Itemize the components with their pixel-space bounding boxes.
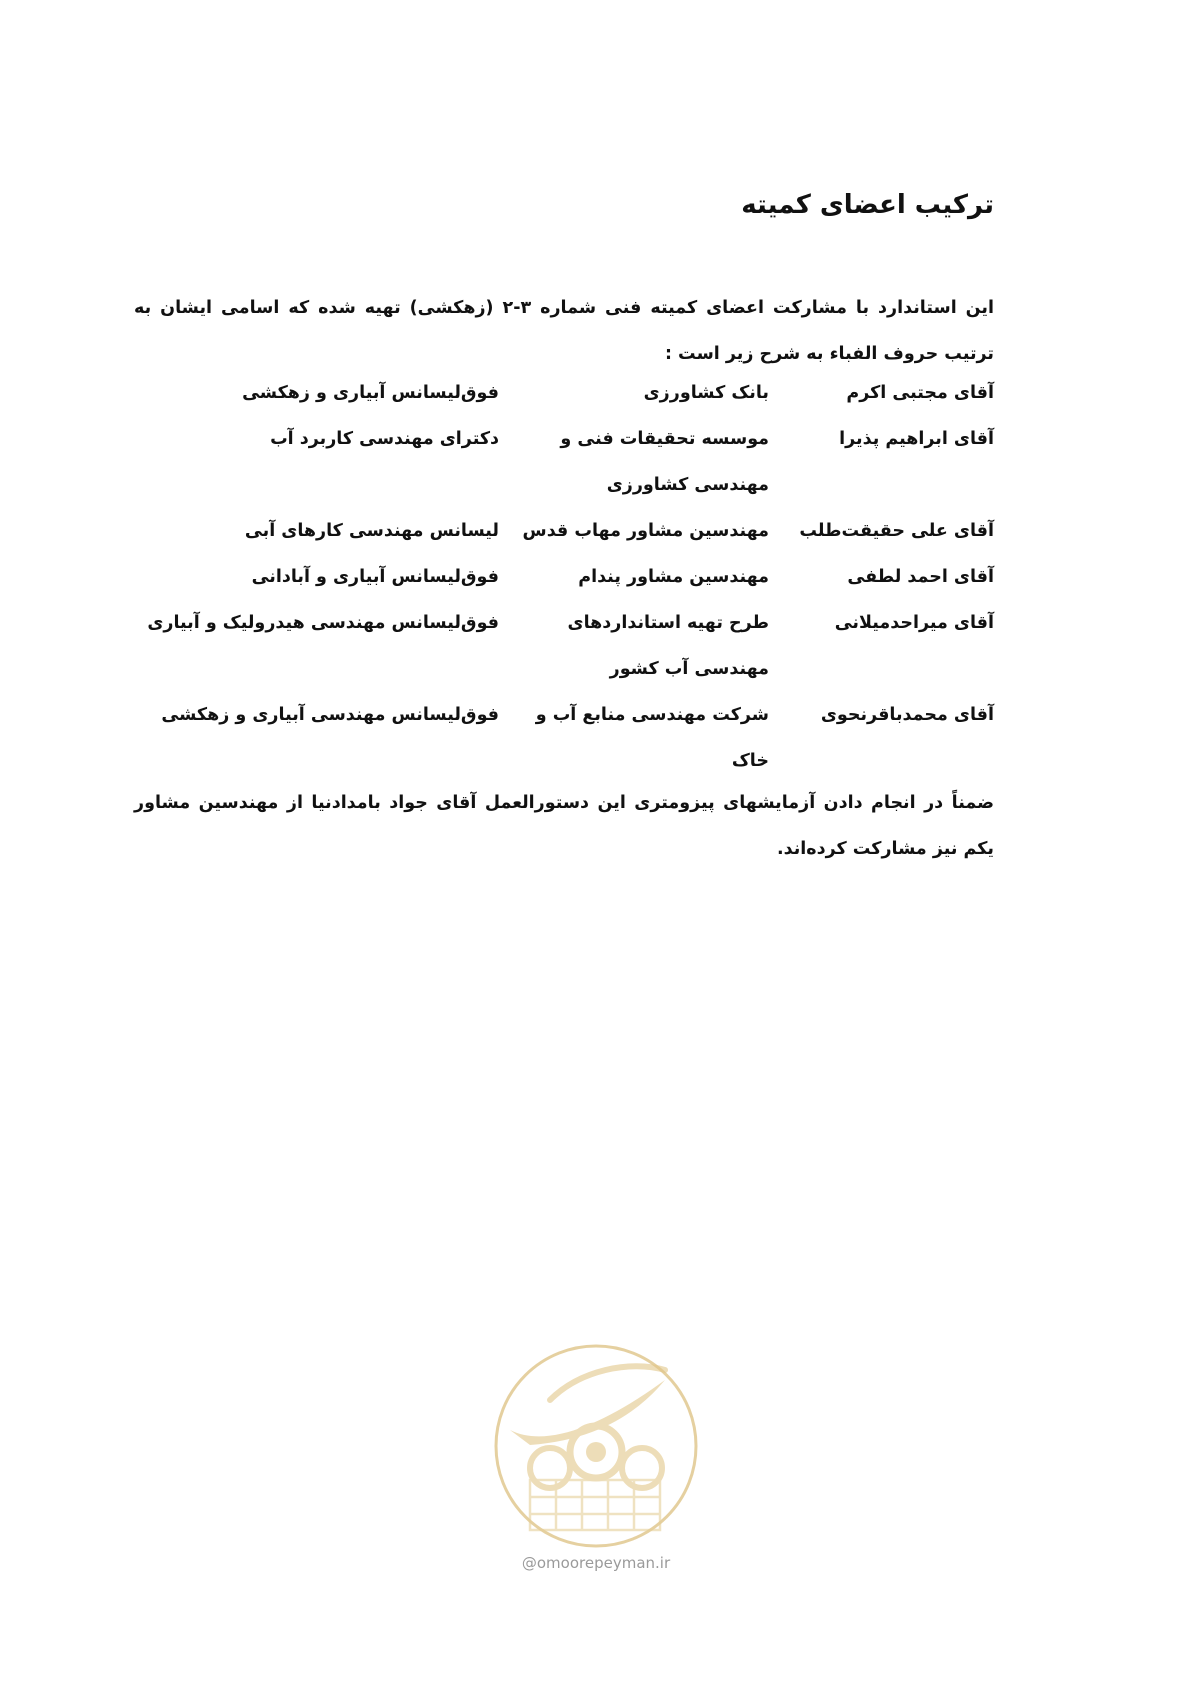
member-degree: لیسانس مهندسی کارهای آبی [244, 521, 499, 541]
member-name: آقای علی حقیقت‌طلب [799, 521, 994, 541]
member-name: آقای مجتبی اکرم [846, 383, 994, 403]
member-degree: فوق‌لیسانس آبیاری و زهکشی [242, 383, 499, 403]
member-organization: مهندسین مشاور پندام [578, 567, 769, 587]
note-paragraph: ضمناً در انجام دادن آزمایشهای پیزومتری این دستورالعمل آقای جواد بامدادنیا از مهندسین مشاور یکم نیز مشارکت کرده‌اند. [134, 793, 994, 859]
member-organization: موسسه تحقیقات فنی و مهندسی کشاورزی [560, 429, 769, 495]
member-organization: بانک کشاورزی [643, 383, 769, 403]
member-name: آقای احمد لطفی [847, 567, 994, 587]
member-organization: مهندسین مشاور مهاب قدس [522, 521, 769, 541]
member-name: آقای ابراهیم پذیرا [839, 429, 994, 449]
member-organization: شرکت مهندسی منابع آب و خاک [535, 705, 769, 771]
member-row [134, 692, 994, 784]
member-row [134, 370, 994, 416]
watermark-logo-icon [490, 1340, 702, 1552]
page-title: ترکیب اعضای کمیته [741, 190, 994, 220]
member-name: آقای محمدباقرنحوی [820, 705, 994, 725]
member-row [134, 416, 994, 508]
watermark-url: @omoorepeyman.ir [521, 1554, 671, 1572]
members-list [134, 370, 994, 784]
member-name: آقای میراحدمیلانی [834, 613, 994, 633]
member-organization: طرح تهیه استانداردهای مهندسی آب کشور [567, 613, 769, 679]
member-degree: فوق‌لیسانس آبیاری و آبادانی [251, 567, 499, 587]
member-row [134, 508, 994, 554]
member-degree: فوق‌لیسانس مهندسی هیدرولیک و آبیاری [147, 613, 499, 633]
member-degree: فوق‌لیسانس مهندسی آبیاری و زهکشی [161, 705, 499, 725]
member-row [134, 554, 994, 600]
member-row [134, 600, 994, 692]
at-icon: @ [521, 1554, 537, 1572]
member-degree: دکترای مهندسی کاربرد آب [270, 429, 499, 449]
intro-paragraph: این استاندارد با مشارکت اعضای کمیته فنی شماره ۳-۲ (زهکشی) تهیه شده که اسامی ایشان به ترتیب حروف الفباء به شرح زیر است : [134, 298, 995, 364]
